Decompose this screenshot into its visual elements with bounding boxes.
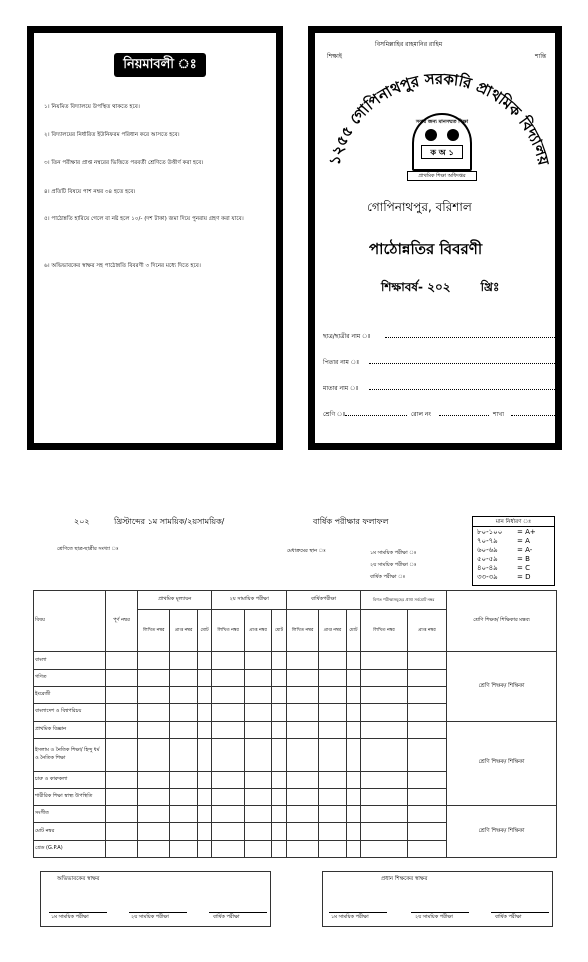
score-cell[interactable] [170, 704, 197, 721]
table-row [34, 721, 557, 738]
svg-text:১২৫৫ গোপিনাথপুর সরকারি প্রাথমি: ১২৫৫ গোপিনাথপুর সরকারি প্রাথমিক বিদ্যালয় [325, 69, 553, 167]
exam-2-label: ২য় সাময়িক পরীক্ষা ঃ [370, 562, 417, 568]
score-cell[interactable] [244, 687, 271, 704]
score-cell[interactable] [361, 704, 408, 721]
table-row [34, 806, 557, 823]
score-cell[interactable] [319, 669, 346, 686]
rule-item: ১। নিয়মিত বিদ্যালয়ে উপস্থিত থাকতে হবে। [44, 104, 140, 110]
score-cell[interactable] [212, 652, 244, 669]
col-g3: বার্ষিকপরীক্ষা [286, 591, 360, 610]
table-row [34, 652, 557, 669]
score-cell[interactable] [138, 823, 170, 840]
subject-name: বাংলা [34, 652, 106, 669]
sign-exam-1: ১ম সাময়িক পরীক্ষা [51, 914, 89, 920]
score-cell[interactable] [346, 840, 361, 857]
rule-item: ৩। তিন পরীক্ষার প্রাপ্ত নম্বরের ভিত্তিতে পরবর্তী শ্রেণিতে উত্তীর্ণ করা হবে। [44, 160, 204, 166]
doc-title: পাঠোন্নতির বিবরণী [369, 240, 483, 258]
score-cell[interactable] [361, 687, 408, 704]
right-word: শান্তি [535, 53, 547, 60]
col-g4: বিগত পরীক্ষাসমূহের প্রাপ্ত সর্বমোট নম্বর [361, 591, 447, 610]
score-cell[interactable] [212, 840, 244, 857]
score-cell[interactable] [346, 771, 361, 788]
score-cell[interactable] [286, 687, 318, 704]
grade-letter: = A+ [517, 528, 536, 536]
score-cell[interactable] [361, 669, 408, 686]
guardian-sign-label: অভিভাবকের স্বাক্ষর [57, 876, 100, 882]
score-cell[interactable] [286, 721, 318, 738]
merit-label: মেধাক্রমের স্থান ঃ [287, 548, 326, 554]
sign-line[interactable] [491, 912, 549, 913]
rule-item: ৫। পাঠোন্নতি হারিয়ে গেলে বা নষ্ট হলে ১০/- (দশ টাকা) জমা দিয়ে পুনরায় গ্রহণ করা যাবে। [44, 216, 244, 222]
score-cell[interactable] [286, 823, 318, 840]
logo-letters: ক অ ১ [421, 145, 463, 159]
bismillah: বিসমিল্লাহির রাহমানির রাহিম [375, 41, 443, 48]
score-cell[interactable] [138, 669, 170, 686]
score-cell[interactable] [286, 788, 318, 805]
score-cell[interactable] [346, 721, 361, 738]
sign-line[interactable] [49, 912, 107, 913]
subject-name: গ্রেড (G.P.A) [34, 840, 106, 857]
score-cell[interactable] [106, 738, 138, 771]
sign-exam-1: ১ম সাময়িক পরীক্ষা [331, 914, 369, 920]
sign-line[interactable] [329, 912, 387, 913]
score-cell[interactable] [319, 721, 346, 738]
score-cell[interactable] [346, 806, 361, 823]
subheader-oral: প্রাপ্ত নম্বর [319, 610, 346, 652]
score-cell[interactable] [407, 738, 446, 771]
roll-label: রোল নং [411, 411, 432, 418]
score-cell[interactable] [138, 721, 170, 738]
mother-name-label: মাতার নাম ঃ [323, 385, 359, 392]
score-cell[interactable] [346, 788, 361, 805]
score-cell[interactable] [319, 652, 346, 669]
grade-row [477, 528, 550, 537]
score-cell[interactable] [272, 652, 287, 669]
score-cell[interactable] [197, 721, 212, 738]
subheader-total: মোট [346, 610, 361, 652]
grade-row [477, 573, 550, 582]
score-cell[interactable] [272, 788, 287, 805]
score-cell[interactable] [212, 823, 244, 840]
score-cell[interactable] [197, 823, 212, 840]
rules-title: নিয়মাবলী ঃ [114, 53, 206, 77]
subject-name: মোট নম্বর [34, 823, 106, 840]
grade-title: মান নির্ধারণ ঃ [473, 517, 554, 527]
score-cell[interactable] [212, 721, 244, 738]
col-teacher: শ্রেণি শিক্ষক/ শিক্ষিকার মন্তব্য [447, 591, 557, 652]
col-g2: ২য় সামায়িক পরীক্ষা [212, 591, 286, 610]
mother-name-line[interactable] [369, 389, 555, 390]
head-sign-label: প্রধান শিক্ষকের স্বাক্ষর [381, 876, 428, 882]
sign-exam-2: ২য় সাময়িক পরীক্ষা [415, 914, 453, 920]
section-line[interactable] [511, 415, 555, 416]
score-cell[interactable] [212, 771, 244, 788]
class-label: শ্রেণি ঃ [323, 411, 346, 418]
subheader-total: মোট [197, 610, 212, 652]
subheader-written: লিখিত নম্বর [212, 610, 244, 652]
score-cell[interactable] [170, 840, 197, 857]
session [381, 279, 499, 299]
score-cell[interactable] [106, 788, 138, 805]
score-cell[interactable] [361, 721, 408, 738]
score-cell[interactable] [244, 704, 271, 721]
score-cell[interactable] [272, 806, 287, 823]
subheader-total: মোট [272, 610, 287, 652]
child-icon [447, 129, 459, 141]
score-cell[interactable] [244, 788, 271, 805]
grade-range: ৬০-৬৯ [477, 546, 498, 554]
score-cell[interactable] [272, 771, 287, 788]
score-cell[interactable] [361, 652, 408, 669]
grade-letter: = D [517, 573, 531, 581]
score-cell[interactable] [286, 738, 318, 771]
score-cell[interactable] [346, 738, 361, 771]
grade-letter: = C [517, 564, 530, 572]
score-cell[interactable] [319, 704, 346, 721]
score-cell[interactable] [212, 738, 244, 771]
score-cell[interactable] [319, 788, 346, 805]
logo-ring: সবার জন্য মানসম্মত শিক্ষা [415, 119, 469, 125]
cover-page [308, 26, 562, 450]
grade-letter: = A [517, 537, 530, 545]
score-cell[interactable] [286, 669, 318, 686]
result-heading: খ্রিস্টাব্দের ১ম সাময়িক/২য়সাময়িক/ [114, 517, 225, 526]
grade-row [477, 555, 550, 564]
score-cell[interactable] [197, 704, 212, 721]
student-name-line[interactable] [385, 337, 555, 338]
score-cell[interactable] [138, 771, 170, 788]
score-cell[interactable] [407, 806, 446, 823]
score-cell[interactable] [170, 788, 197, 805]
score-cell[interactable] [286, 806, 318, 823]
score-cell[interactable] [272, 823, 287, 840]
score-cell[interactable] [197, 840, 212, 857]
subject-name: বাংলাদেশ ও বিশ্বপরিচয় [34, 704, 106, 721]
score-cell[interactable] [197, 738, 212, 771]
score-cell[interactable] [170, 687, 197, 704]
score-cell[interactable] [212, 806, 244, 823]
sign-line[interactable] [129, 912, 187, 913]
score-cell[interactable] [197, 806, 212, 823]
score-cell[interactable] [106, 669, 138, 686]
subheader-oral: প্রাপ্ত নম্বর [170, 610, 197, 652]
score-cell[interactable] [106, 687, 138, 704]
subject-name: ইংরেজী [34, 687, 106, 704]
score-cell[interactable] [286, 652, 318, 669]
score-cell[interactable] [170, 738, 197, 771]
child-icon [425, 129, 437, 141]
grade-row [477, 546, 550, 555]
score-cell[interactable] [244, 669, 271, 686]
score-cell[interactable] [197, 669, 212, 686]
subject-name: চারু ও কারুকলা [34, 771, 106, 788]
score-cell[interactable] [286, 771, 318, 788]
score-cell[interactable] [361, 788, 408, 805]
score-cell[interactable] [138, 840, 170, 857]
score-cell[interactable] [361, 840, 408, 857]
class-line[interactable] [345, 415, 407, 416]
score-cell[interactable] [197, 771, 212, 788]
subject-name: প্রাথমিক বিজ্ঞান [34, 721, 106, 738]
grade-letter: = B [517, 555, 530, 563]
session-suffix: খ্রিঃ [480, 280, 500, 294]
teacher-comment[interactable]: শ্রেণি শিক্ষক/ শিক্ষিকা [447, 721, 557, 806]
grade-row [477, 537, 550, 546]
roll-line[interactable] [439, 415, 489, 416]
score-cell[interactable] [197, 687, 212, 704]
teacher-comment[interactable]: শ্রেণি শিক্ষক/ শিক্ষিকা [447, 806, 557, 858]
score-cell[interactable] [244, 738, 271, 771]
subheader-written: লিখিত নম্বর [361, 610, 408, 652]
score-cell[interactable] [170, 823, 197, 840]
head-signature-box [322, 871, 553, 927]
score-cell[interactable] [106, 806, 138, 823]
score-cell[interactable] [138, 704, 170, 721]
score-cell[interactable] [272, 704, 287, 721]
score-cell[interactable] [361, 806, 408, 823]
score-cell[interactable] [170, 771, 197, 788]
score-cell[interactable] [244, 806, 271, 823]
grade-row [477, 564, 550, 573]
sign-exam-3: বার্ষিক পরীক্ষা [495, 914, 522, 920]
result-table [33, 590, 557, 858]
teacher-comment[interactable]: শ্রেণি শিক্ষক/ শিক্ষিকা [447, 652, 557, 721]
score-cell[interactable] [361, 738, 408, 771]
col-full: পূর্ণ নম্বর [106, 591, 138, 652]
subject-name: শারীরিক শিক্ষা স্বাস্থ্য উপস্থিতি [34, 788, 106, 805]
score-cell[interactable] [244, 823, 271, 840]
score-cell[interactable] [361, 823, 408, 840]
score-cell[interactable] [407, 669, 446, 686]
result-heading-tail: বার্ষিক পরীক্ষার ফলাফল [313, 517, 389, 526]
rule-item: ৬। অভিভাবকের স্বাক্ষর সহ পাঠোন্নতি বিবরণী ৩ দিনের মধ্যে দিতে হবে। [44, 263, 201, 269]
score-cell[interactable] [138, 652, 170, 669]
score-cell[interactable] [138, 806, 170, 823]
sign-exam-2: ২য় সাময়িক পরীক্ষা [131, 914, 169, 920]
score-cell[interactable] [272, 840, 287, 857]
subject-name: ইসলাম ও নৈতিক শিক্ষা/ হিন্দু ধর্ম ও নৈতিক শিক্ষা [34, 738, 106, 771]
score-cell[interactable] [407, 687, 446, 704]
score-cell[interactable] [286, 840, 318, 857]
score-cell[interactable] [407, 652, 446, 669]
score-cell[interactable] [407, 704, 446, 721]
subheader-written: লিখিত নম্বর [138, 610, 170, 652]
score-cell[interactable] [319, 823, 346, 840]
father-name-label: পিতার নাম ঃ [323, 359, 360, 366]
subheader-oral: প্রাপ্ত নম্বর [244, 610, 271, 652]
score-cell[interactable] [272, 669, 287, 686]
score-cell[interactable] [197, 652, 212, 669]
score-cell[interactable] [244, 652, 271, 669]
score-cell[interactable] [319, 806, 346, 823]
result-year: ২০২ [74, 517, 90, 526]
score-cell[interactable] [106, 771, 138, 788]
grade-range: ৭০-৭৯ [477, 537, 498, 545]
grade-letter: = A- [517, 546, 533, 554]
score-cell[interactable] [212, 669, 244, 686]
guardian-signature-box [40, 871, 271, 927]
score-cell[interactable] [407, 823, 446, 840]
score-cell[interactable] [212, 704, 244, 721]
score-cell[interactable] [407, 840, 446, 857]
col-subject: বিষয় [34, 591, 106, 652]
grade-range: ৫০-৫৯ [477, 555, 498, 563]
score-cell[interactable] [244, 721, 271, 738]
score-cell[interactable] [319, 687, 346, 704]
exam-3-label: বার্ষিক পরীক্ষা ঃ [370, 574, 406, 580]
subject-name: গণিত [34, 669, 106, 686]
sign-line[interactable] [411, 912, 469, 913]
score-cell[interactable] [197, 788, 212, 805]
score-cell[interactable] [346, 652, 361, 669]
score-cell[interactable] [319, 771, 346, 788]
score-cell[interactable] [272, 738, 287, 771]
score-cell[interactable] [272, 721, 287, 738]
score-cell[interactable] [106, 840, 138, 857]
rule-item: ৪। প্রতিটি বিষয়ে পাশ নম্বর ৩৪ হতে হবে। [44, 189, 136, 195]
score-cell[interactable] [319, 840, 346, 857]
score-cell[interactable] [138, 738, 170, 771]
logo-text: প্রাথমিক শিক্ষা অধিদপ্তর [407, 171, 477, 181]
score-cell[interactable] [212, 788, 244, 805]
score-cell[interactable] [346, 669, 361, 686]
subject-name: সংগীত [34, 806, 106, 823]
score-cell[interactable] [170, 721, 197, 738]
score-cell[interactable] [319, 738, 346, 771]
score-cell[interactable] [170, 652, 197, 669]
rule-item: ২। বিদ্যালয়ের নির্ধারিত ইউনিফরম পরিধান করে আসতে হবে। [44, 132, 180, 138]
score-cell[interactable] [106, 721, 138, 738]
grade-range: ৩৩-৩৯ [477, 573, 498, 581]
score-cell[interactable] [407, 771, 446, 788]
score-cell[interactable] [212, 687, 244, 704]
score-cell[interactable] [106, 823, 138, 840]
rules-page [27, 26, 283, 450]
father-name-line[interactable] [369, 363, 555, 364]
section-label: শাখা [493, 411, 504, 418]
score-cell[interactable] [407, 788, 446, 805]
score-cell[interactable] [346, 687, 361, 704]
grade-range: ৪০-৪৯ [477, 564, 498, 572]
sign-exam-3: বার্ষিক পরীক্ষা [213, 914, 240, 920]
score-cell[interactable] [244, 771, 271, 788]
subheader-written: লিখিত নম্বর [286, 610, 318, 652]
score-cell[interactable] [170, 806, 197, 823]
logo [407, 113, 477, 183]
col-g1: প্রাথমিক মূল্যায়ন [138, 591, 212, 610]
score-cell[interactable] [346, 704, 361, 721]
exam-1-label: ১ম সাময়িক পরীক্ষা ঃ [370, 550, 417, 556]
score-cell[interactable] [138, 788, 170, 805]
subheader-oral: প্রাপ্ত নম্বর [407, 610, 446, 652]
score-cell[interactable] [272, 687, 287, 704]
student-name-label: ছাত্র/ছাত্রীর নাম ঃ [323, 333, 371, 340]
location: গোপিনাথপুর, বরিশাল [367, 200, 472, 214]
grade-range: ৮০-১০০ [477, 528, 503, 536]
class-count-label: শ্রেণিতে ছাত্র-ছাত্রীর সংখ্যা ঃ [57, 546, 119, 552]
score-cell[interactable] [286, 704, 318, 721]
score-cell[interactable] [106, 704, 138, 721]
score-cell[interactable] [346, 823, 361, 840]
score-cell[interactable] [170, 669, 197, 686]
score-cell[interactable] [138, 687, 170, 704]
score-cell[interactable] [244, 840, 271, 857]
left-word: শিক্ষাই [327, 53, 342, 60]
score-cell[interactable] [407, 721, 446, 738]
sign-line[interactable] [209, 912, 267, 913]
session-label: শিক্ষাবর্ষ- ২০২ [381, 280, 451, 294]
score-cell[interactable] [106, 652, 138, 669]
score-cell[interactable] [361, 771, 408, 788]
grade-table [472, 516, 555, 586]
